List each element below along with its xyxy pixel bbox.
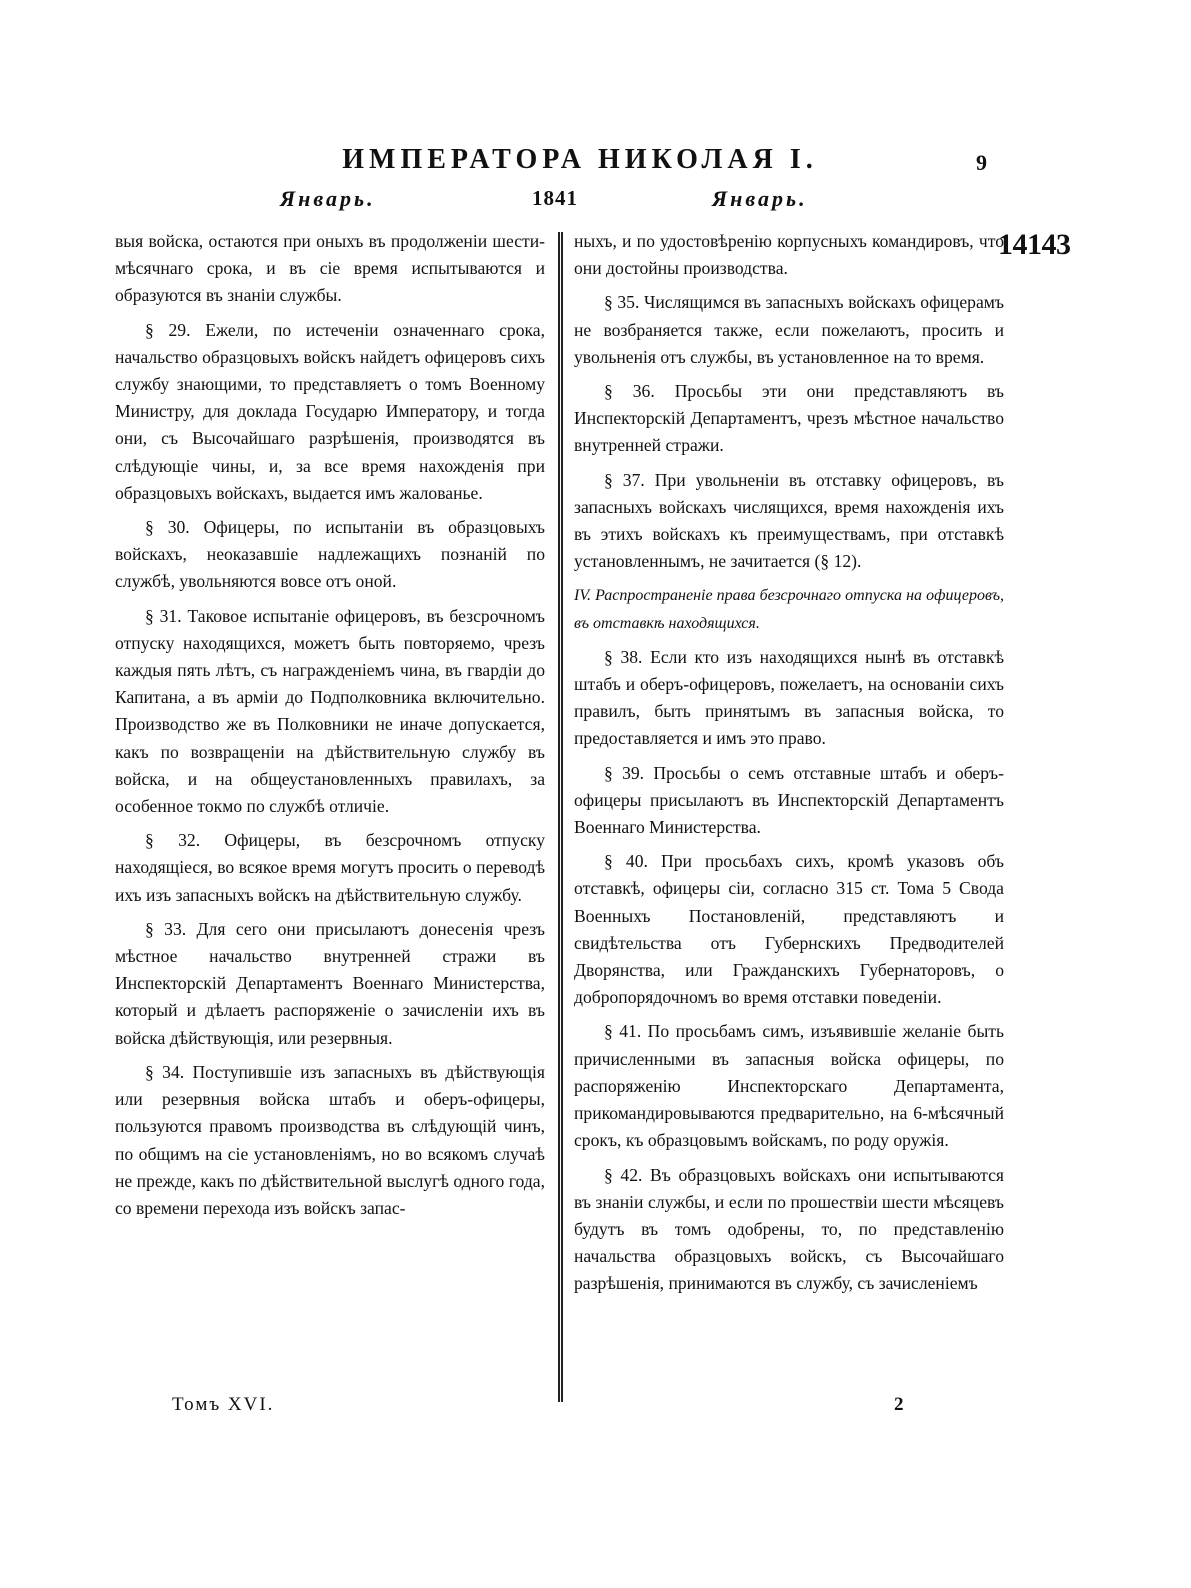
signature-mark: 2 [894, 1394, 904, 1415]
section-heading-iv: IV. Распространеніе права безсрочнаго отпуска на офицеровъ, въ отставкѣ находящихся. [574, 587, 1004, 632]
divider-rule [561, 232, 563, 1402]
paragraph-40: § 40. При просьбахъ сихъ, кромѣ указовъ объ отставкѣ, офицеры сіи, согласно 315 ст. Тома 5 Свода Военныхъ Постановленій, представляютъ и свидѣтельства отъ Губернскихъ Предводителей Дворянства, или Гражданскихъ Губернаторовъ, о добропорядочномъ во время отставки поведеніи. [574, 851, 1004, 1008]
month-right: Январь. [712, 186, 808, 211]
paragraph-39: § 39. Просьбы о семъ отставные штабъ и оберъ-офицеры присылаютъ въ Инспекторскій Департаментъ Военнаго Министерства. [574, 762, 1004, 838]
paragraph-continuation: ныхъ, и по удостовѣренію корпусныхъ командировъ, что они достойны производства. [574, 231, 1004, 279]
month-left: Январь. [280, 186, 376, 211]
paragraph-31: § 31. Таковое испытаніе офицеровъ, въ безсрочномъ отпуску находящихся, можетъ быть повторяемо, чрезъ каждыя пять лѣтъ, съ награжденіемъ чина, въ гвардіи до Капитана, а въ арміи до Подполковника включительно. Производство же въ Полковники не иначе допускается, какъ по возвращеніи на дѣйствительную службу въ войска, и на общеустановленныхъ правилахъ, за особенное токмо по службѣ отличіе. [115, 605, 545, 817]
paragraph-37: § 37. При увольненіи въ отставку офицеровъ, въ запасныхъ войскахъ числящихся, время нахожденія ихъ въ этихъ войскахъ къ преимуществамъ, при отставкѣ установленнымъ, не зачитается (§ 12). [574, 469, 1004, 572]
right-column [574, 228, 1004, 1305]
volume-label: Томъ XVI. [172, 1394, 275, 1415]
paragraph-34: § 34. Поступившіе изъ запасныхъ въ дѣйствующія или резервныя войска штабъ и оберъ-офицеры, пользуются правомъ производства въ слѣдующій чинъ, по общимъ на сіе установленіямъ, но во всякомъ случаѣ не прежде, какъ по дѣйствительной выслугѣ одного года, со времени перехода изъ войскъ запас- [115, 1061, 545, 1218]
page-number: 9 [976, 150, 987, 175]
year: 1841 [532, 186, 578, 210]
paragraph-36: § 36. Просьбы эти они представляютъ въ Инспекторскій Департаментъ, чрезъ мѣстное начальство внутренней стражи. [574, 381, 1004, 456]
running-head: ИМПЕРАТОРА НИКОЛАЯ I. [342, 144, 818, 175]
paragraph-29: § 29. Ежели, по истеченіи означеннаго срока, начальство образцовыхъ войскъ найдетъ офицеровъ сихъ службу знающими, то представляетъ о томъ Военному Министру, для доклада Государю Императору, и тогда они, съ Высочайшаго разрѣшенія, производятся въ слѣдующіе чины, и, за все время нахожденія при образцовыхъ войскахъ, выдается имъ жалованье. [115, 319, 545, 503]
left-column [115, 228, 545, 1229]
paragraph-32: § 32. Офицеры, въ безсрочномъ отпуску находящіеся, во всякое время могутъ просить о переводѣ ихъ изъ запасныхъ войскъ на дѣйствительную службу. [115, 830, 545, 905]
law-number: 14143 [998, 228, 1071, 261]
column-divider [558, 232, 563, 1402]
paragraph-35: § 35. Числящимся въ запасныхъ войскахъ офицерамъ не возбраняется также, если пожелаютъ, просить и увольненія отъ службы, въ установленное на то время. [574, 292, 1004, 367]
paragraph-42: § 42. Въ образцовыхъ войскахъ они испытываются въ знаніи службы, и если по прошествіи шести мѣсяцевъ будутъ въ томъ одобрены, то, по представленію начальства образцовыхъ войскъ, съ Высочайшаго разрѣшенія, принимаются въ службу, съ зачисленіемъ [574, 1164, 1004, 1294]
paragraph-38: § 38. Если кто изъ находящихся нынѣ въ отставкѣ штабъ и оберъ-офицеровъ, пожелаетъ, на основаніи сихъ правилъ, быть принятымъ въ запасныя войска, то предоставляется и имъ это право. [574, 646, 1004, 749]
divider-rule [558, 232, 560, 1402]
paragraph-continuation: выя войска, остаются при оныхъ въ продолженіи шести-мѣсячнаго срока, и въ сіе время испытываются и образуются въ знаніи службы. [115, 231, 545, 306]
paragraph-33: § 33. Для сего они присылаютъ донесенія чрезъ мѣстное начальство внутренней стражи въ Инспекторскій Департаментъ Военнаго Министерства, который и дѣлаетъ распоряженіе о зачисленіи ихъ въ войска дѣйствующія, или резервныя. [115, 918, 545, 1048]
paragraph-30: § 30. Офицеры, по испытаніи въ образцовыхъ войскахъ, неоказавшіе надлежащихъ познаній по службѣ, увольняются вовсе отъ оной. [115, 517, 545, 592]
paragraph-41: § 41. По просьбамъ симъ, изъявившіе желаніе быть причисленными въ запасныя войска офицеры, по распоряженію Инспекторскаго Департамента, прикомандировываются предварительно, на 6-мѣсячный срокъ, къ образцовымъ войскамъ, по роду оружія. [574, 1021, 1004, 1151]
